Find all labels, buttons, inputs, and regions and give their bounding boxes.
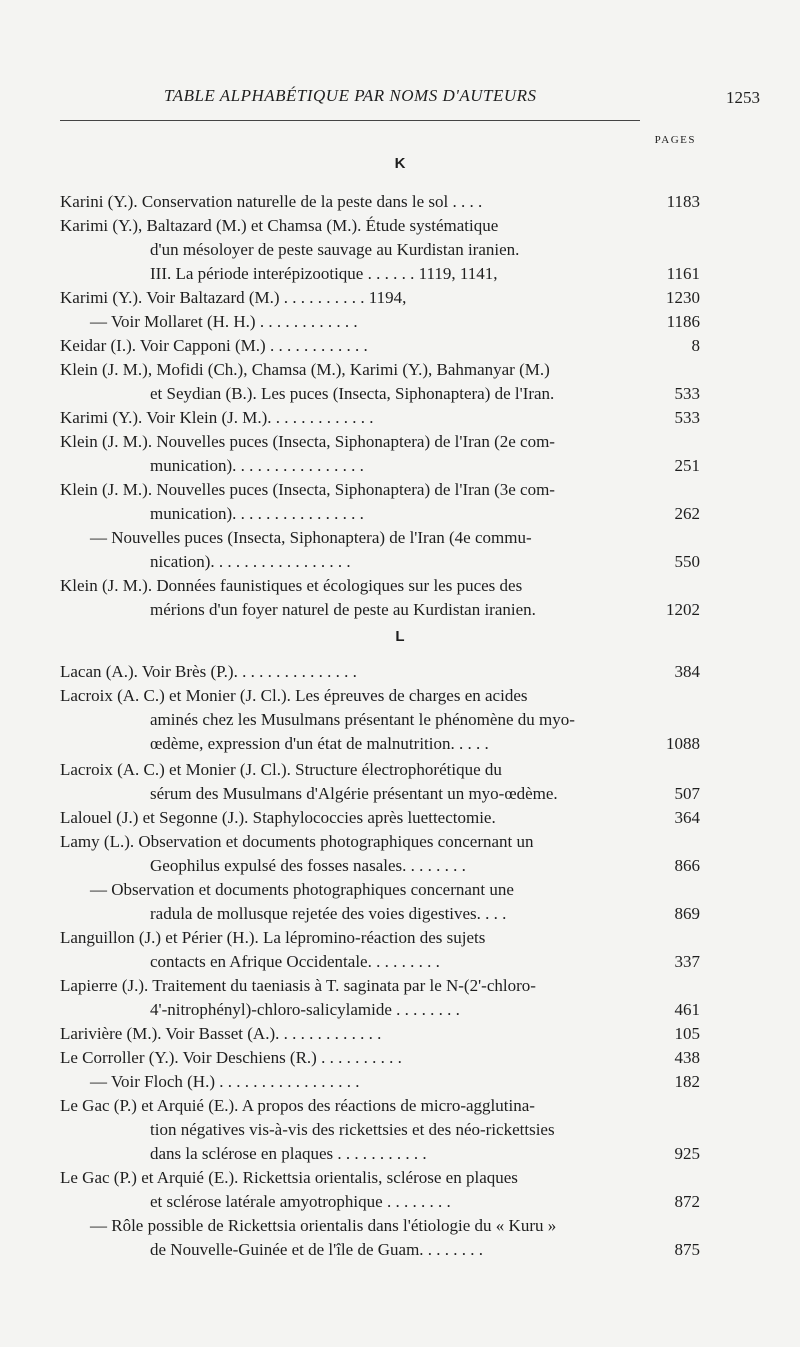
entry-text: Lacroix (A. C.) et Monier (J. Cl.). Les épreuves de charges en acides [60, 686, 528, 705]
entry-text: Klein (J. M.). Nouvelles puces (Insecta, Siphonaptera) de l'Iran (3e com- [60, 480, 555, 499]
entry-text: — Voir Mollaret (H. H.) . . . . . . . . . . . . [90, 312, 358, 331]
index-entry [60, 358, 700, 406]
running-title: TABLE ALPHABÉTIQUE PAR NOMS D'AUTEURS [164, 86, 537, 105]
index-entry [60, 190, 700, 214]
entry-page: 1202 [666, 600, 700, 619]
entry-text: Klein (J. M.). Données faunistiques et écologiques sur les puces des [60, 576, 523, 595]
entry-text: Karimi (Y.). Voir Klein (J. M.). . . . . . . . . . . . . [60, 408, 374, 427]
index-entry [60, 878, 700, 926]
index-entry [60, 1046, 700, 1070]
entry-page: 872 [674, 1192, 700, 1211]
index-entry [60, 1094, 700, 1166]
entry-text: Klein (J. M.). Nouvelles puces (Insecta, Siphonaptera) de l'Iran (2e com- [60, 432, 555, 451]
index-entry [60, 1070, 700, 1094]
index-entry [60, 1166, 700, 1214]
index-entry [60, 310, 700, 334]
entry-text: — Observation et documents photographiques concernant une [90, 880, 514, 899]
index-entry [60, 684, 700, 756]
entry-page: 438 [674, 1048, 700, 1067]
entry-page: 1230 [666, 288, 700, 307]
section-heading-k: K [394, 155, 406, 172]
entry-text: — Nouvelles puces (Insecta, Siphonaptera) de l'Iran (4e commu- [90, 528, 532, 547]
index-entry [60, 758, 700, 806]
entry-text: Languillon (J.) et Périer (H.). La lépromino-réaction des sujets [60, 928, 486, 947]
entry-text: dans la sclérose en plaques . . . . . . . . . . . [150, 1144, 427, 1163]
entry-text: — Voir Floch (H.) . . . . . . . . . . . . . . . . . [90, 1072, 360, 1091]
entry-text: Keidar (I.). Voir Capponi (M.) . . . . . . . . . . . . [60, 336, 368, 355]
index-entry [60, 926, 700, 974]
entry-text: Lacroix (A. C.) et Monier (J. Cl.). Structure électrophorétique du [60, 760, 502, 779]
index-entry [60, 806, 700, 830]
index-entry [60, 406, 700, 430]
entry-text: Klein (J. M.), Mofidi (Ch.), Chamsa (M.), Karimi (Y.), Bahmanyar (M.) [60, 360, 550, 379]
entry-page: 105 [674, 1024, 700, 1043]
entry-text: munication). . . . . . . . . . . . . . . . [150, 456, 364, 475]
entry-text: III. La période interépizootique . . . . . . 1119, 1141, [150, 264, 498, 283]
entry-text: nication). . . . . . . . . . . . . . . . . [150, 552, 351, 571]
section-heading-l: L [395, 628, 405, 645]
index-entry [60, 478, 700, 526]
index-entry [60, 214, 700, 286]
entry-page: 869 [674, 904, 700, 923]
entry-text: Le Gac (P.) et Arquié (E.). A propos des réactions de micro-agglutina- [60, 1096, 535, 1115]
running-header [60, 86, 760, 110]
entry-text: Le Gac (P.) et Arquié (E.). Rickettsia orientalis, sclérose en plaques [60, 1168, 518, 1187]
entry-text: Lapierre (J.). Traitement du taeniasis à T. saginata par le N-(2'-chloro- [60, 976, 536, 995]
index-entry [60, 286, 700, 310]
entry-page: 925 [674, 1144, 700, 1163]
entry-page: 1161 [666, 264, 700, 283]
entry-text: Karimi (Y.), Baltazard (M.) et Chamsa (M.). Étude systématique [60, 216, 499, 235]
entry-page: 550 [674, 552, 700, 571]
entry-page: 1186 [666, 312, 700, 331]
entry-page: 1183 [666, 192, 700, 211]
entry-page: 364 [674, 808, 700, 827]
index-entry [60, 1214, 700, 1262]
index-entry [60, 526, 700, 574]
entry-text: Karini (Y.). Conservation naturelle de la peste dans le sol . . . . [60, 192, 483, 211]
index-entry [60, 430, 700, 478]
entry-text: munication). . . . . . . . . . . . . . . . [150, 504, 364, 523]
page-number: 1253 [726, 88, 760, 107]
entry-page: 8 [691, 336, 700, 355]
entry-page: 384 [674, 662, 700, 681]
entry-page: 262 [674, 504, 700, 523]
entry-page: 533 [674, 408, 700, 427]
entry-text: d'un mésoloyer de peste sauvage au Kurdistan iranien. [150, 240, 520, 259]
entry-text: tion négatives vis-à-vis des rickettsies et des néo-rickettsies [150, 1120, 555, 1139]
entry-page: 507 [674, 784, 700, 803]
entry-text: — Rôle possible de Rickettsia orientalis dans l'étiologie du « Kuru » [90, 1216, 557, 1235]
entry-text: 4'-nitrophényl)-chloro-salicylamide . . . . . . . . [150, 1000, 460, 1019]
header-rule [60, 120, 640, 121]
entry-text: sérum des Musulmans d'Algérie présentant un myo-œdème. [150, 784, 558, 803]
entry-page: 533 [674, 384, 700, 403]
entry-page: 337 [674, 952, 700, 971]
entry-text: œdème, expression d'un état de malnutrition. . . . . [150, 734, 489, 753]
index-entry [60, 574, 700, 622]
entry-page: 875 [674, 1240, 700, 1259]
entry-text: Lamy (L.). Observation et documents photographiques concernant un [60, 832, 534, 851]
entry-page: 182 [674, 1072, 700, 1091]
entry-text: Larivière (M.). Voir Basset (A.). . . . . . . . . . . . . [60, 1024, 382, 1043]
entry-page: 461 [674, 1000, 700, 1019]
entry-text: Geophilus expulsé des fosses nasales. . . . . . . . [150, 856, 466, 875]
entry-text: de Nouvelle-Guinée et de l'île de Guam. . . . . . . . [150, 1240, 484, 1259]
entry-text: et sclérose latérale amyotrophique . . . . . . . . [150, 1192, 451, 1211]
entry-page: 866 [674, 856, 700, 875]
entry-text: contacts en Afrique Occidentale. . . . . . . . . [150, 952, 440, 971]
entry-page: 1088 [666, 734, 700, 753]
entry-text: et Seydian (B.). Les puces (Insecta, Siphonaptera) de l'Iran. [150, 384, 555, 403]
entry-text: radula de mollusque rejetée des voies digestives. . . . [150, 904, 507, 923]
entry-text: aminés chez les Musulmans présentant le phénomène du myo- [150, 710, 575, 729]
index-entry [60, 830, 700, 878]
index-entry [60, 660, 700, 684]
pages-column-label: PAGES [654, 134, 696, 146]
index-entry [60, 1022, 700, 1046]
entry-text: Lalouel (J.) et Segonne (J.). Staphylococcies après luettectomie. [60, 808, 496, 827]
index-entry [60, 974, 700, 1022]
index-entry [60, 334, 700, 358]
entry-text: Lacan (A.). Voir Brès (P.). . . . . . . . . . . . . . . [60, 662, 357, 681]
entry-text: mérions d'un foyer naturel de peste au Kurdistan iranien. [150, 600, 536, 619]
entry-page: 251 [674, 456, 700, 475]
entry-text: Le Corroller (Y.). Voir Deschiens (R.) . . . . . . . . . . [60, 1048, 402, 1067]
entry-text: Karimi (Y.). Voir Baltazard (M.) . . . . . . . . . . 1194, [60, 288, 407, 307]
